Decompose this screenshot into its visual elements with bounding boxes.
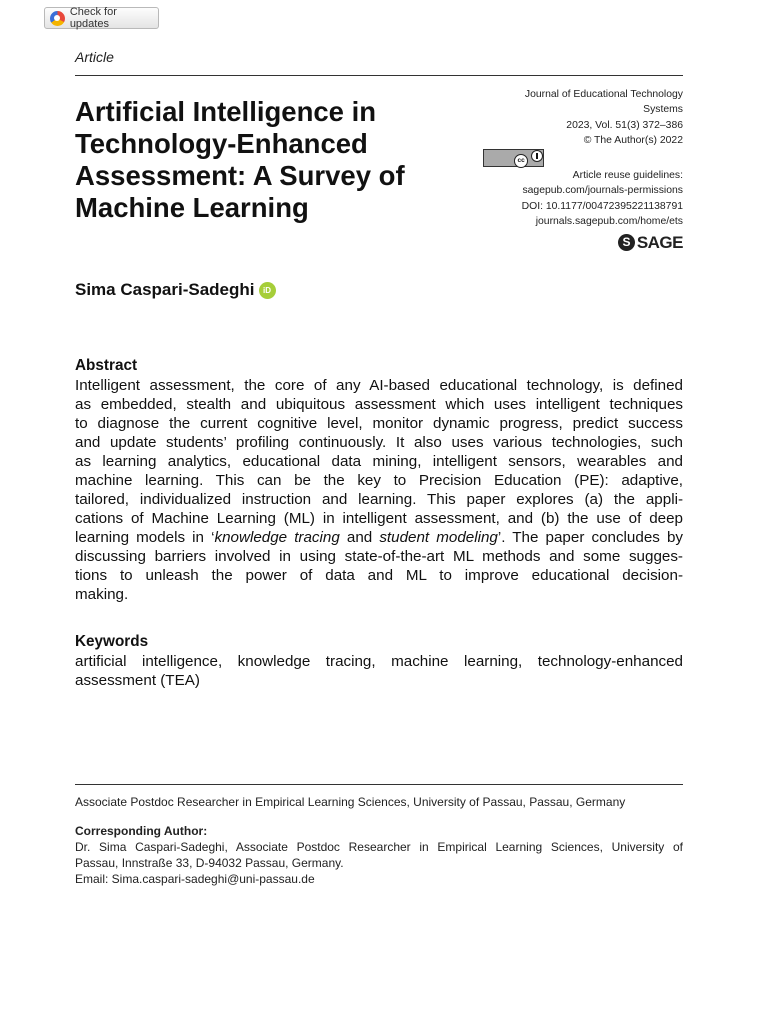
publisher-name: SAGE: [636, 233, 683, 253]
corresponding-line: Passau, Innstraße 33, D-94032 Passau, Germany.: [75, 856, 344, 870]
footnote-divider: [75, 784, 683, 785]
orcid-icon[interactable]: iD: [259, 282, 276, 299]
license-badge-row: [483, 149, 683, 167]
sage-logo-icon: S: [618, 234, 635, 251]
abstract-emphasis: student modeling: [379, 529, 498, 546]
corresponding-email[interactable]: Email: Sima.caspari-sadeghi@uni-passau.de: [75, 872, 315, 886]
corresponding-author-label: Corresponding Author:: [75, 824, 208, 838]
abstract-line: and update students’ profiling continuously. It also uses various technologies, such: [75, 434, 683, 451]
title-line: Assessment: A Survey of: [75, 160, 405, 191]
volume-info: 2023, Vol. 51(3) 372–386: [566, 119, 683, 131]
affiliation: Associate Postdoc Researcher in Empirical Learning Sciences, University of Passau, Passau, Germany: [75, 795, 626, 809]
author: [75, 280, 276, 300]
abstract-fragment: and: [339, 529, 380, 546]
abstract-line: discussing barriers involved in using state-of-the-art ML methods and some sugges-: [75, 548, 683, 565]
keywords-line: artificial intelligence, knowledge tracing, machine learning, technology-enhanced: [75, 653, 683, 670]
abstract-line: to diagnose the current cognitive level, monitor dynamic progress, predict success: [75, 415, 683, 432]
abstract-line: [75, 528, 683, 547]
abstract-line: as learning analytics, educational data mining, intelligent sensors, wearables and: [75, 453, 683, 470]
abstract-line: Intelligent assessment, the core of any AI-based educational technology, is defined: [75, 377, 683, 394]
corresponding-line: Dr. Sima Caspari-Sadeghi, Associate Postdoc Researcher in Empirical Learning Sciences, University of: [75, 840, 683, 854]
abstract-line: making.: [75, 586, 129, 603]
cc-by-license-icon[interactable]: [483, 149, 544, 167]
permissions-link[interactable]: sagepub.com/journals-permissions: [522, 185, 683, 197]
doi[interactable]: DOI: 10.1177/00472395221138791: [521, 200, 683, 212]
check-for-updates-label: Check for updates: [69, 6, 117, 30]
journal-name-cont: Systems: [643, 104, 683, 116]
abstract-emphasis: knowledge tracing: [214, 529, 340, 546]
author-name: Sima Caspari-Sadeghi: [75, 280, 255, 299]
abstract-line: tailored, individualized instruction and learning. This paper explores (a) the appli-: [75, 491, 683, 508]
article-type-label: Article: [75, 49, 114, 65]
check-for-updates-button[interactable]: [44, 7, 159, 29]
keywords-heading: Keywords: [75, 633, 149, 650]
abstract-fragment: ’. The paper concludes by: [497, 529, 683, 546]
corresponding-author: [75, 823, 683, 887]
abstract-line: as embedded, stealth and ubiquitous assessment which uses intelligent techniques: [75, 396, 683, 413]
journal-homepage-link[interactable]: journals.sagepub.com/home/ets: [535, 216, 683, 228]
attribution-icon: [531, 150, 543, 162]
cc-icon: cc: [514, 154, 528, 168]
abstract-line: machine learning. This can be the key to Precision Education (PE): adaptive,: [75, 472, 683, 489]
crossmark-icon: [50, 11, 65, 26]
journal-meta: [483, 87, 683, 251]
journal-name: Journal of Educational Technology: [524, 89, 683, 100]
keywords-line: assessment (TEA): [75, 672, 200, 689]
title-line: Artificial Intelligence in: [75, 96, 377, 127]
abstract-heading: Abstract: [75, 357, 138, 374]
keywords-text: [75, 652, 683, 690]
abstract-line: cations of Machine Learning (ML) in intelligent assessment, and (b) the use of deep: [75, 510, 683, 527]
abstract-fragment: learning models in ‘: [75, 529, 215, 546]
abstract-line: tions to unleash the power of data and ML to improve educational decision-: [75, 567, 683, 584]
abstract-text: [75, 376, 683, 604]
article-title: [75, 96, 495, 224]
sage-logo: [483, 234, 683, 251]
reuse-guidelines: Article reuse guidelines:: [572, 170, 683, 182]
title-line: Technology-Enhanced: [75, 128, 368, 159]
copyright: © The Author(s) 2022: [583, 134, 683, 146]
title-line: Machine Learning: [75, 192, 309, 223]
header-divider: [75, 75, 683, 76]
